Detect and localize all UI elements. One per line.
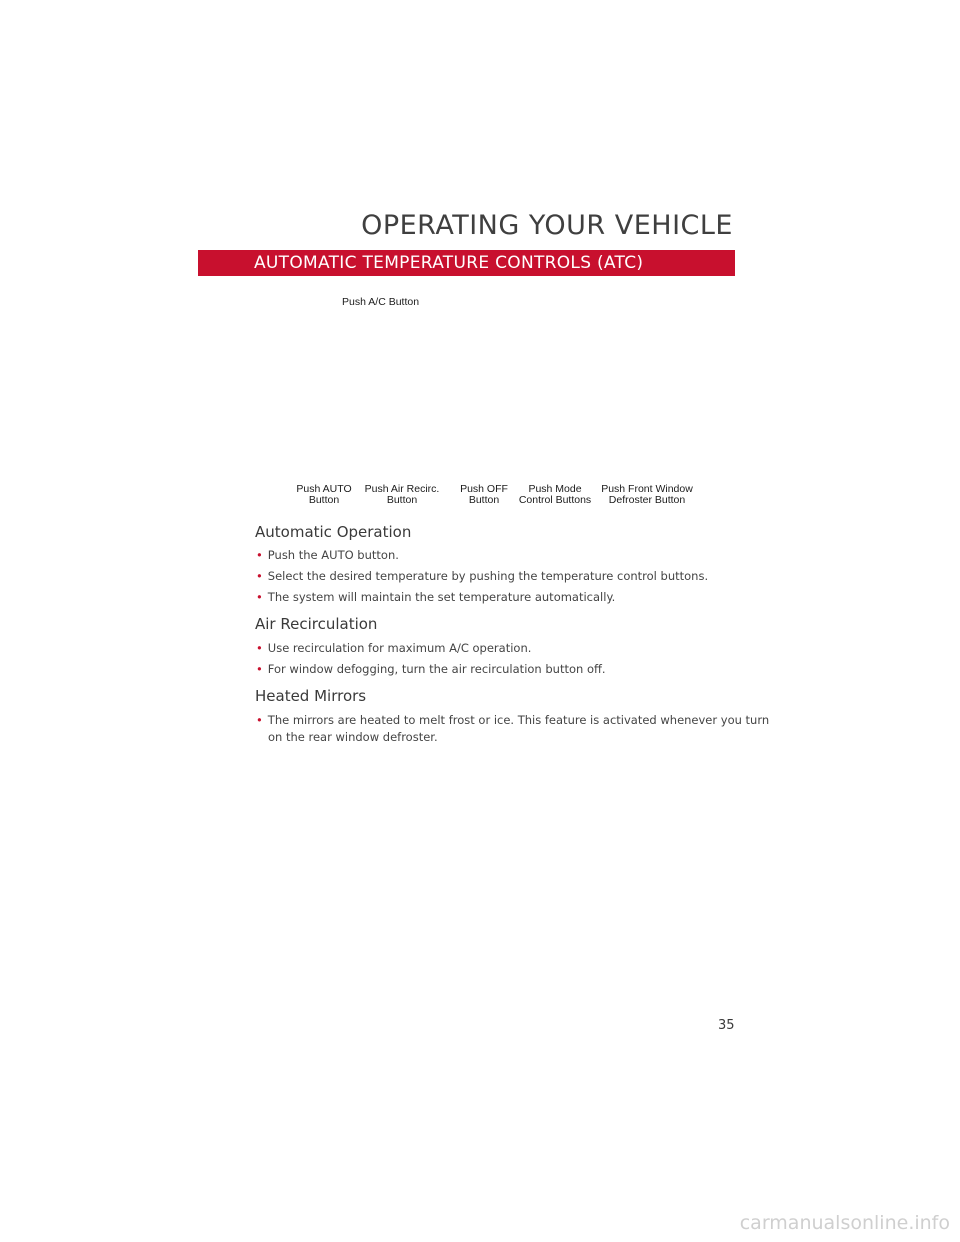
bullet-dot: • [256,713,263,727]
bullet-item [256,568,708,585]
bullet-item [256,589,615,606]
callout-defrost-line2: Defroster Button [608,494,686,506]
heading-heated-mirrors: Heated Mirrors [255,687,367,705]
watermark: carmanualsonline.info [739,1212,950,1234]
bullet-dot: • [256,641,263,655]
page-number: 35 [718,1018,735,1033]
callout-auto-button [296,484,352,506]
callout-off-line1: Push OFF [460,483,508,495]
bullet-text: Push the AUTO button. [267,548,399,562]
callout-defrost-button [601,484,693,506]
section-title: AUTOMATIC TEMPERATURE CONTROLS (ATC) [254,253,644,273]
heading-automatic-operation: Automatic Operation [255,523,412,541]
bullet-item [256,547,399,564]
bullet-text: For window defogging, turn the air recirculation button off. [267,662,606,676]
bullet-dot: • [256,569,263,583]
bullet-text-line2: on the rear window defroster. [268,730,438,744]
bullet-text: Use recirculation for maximum A/C operation. [267,641,532,655]
section-title-bar [198,250,735,276]
callout-ac-button: Push A/C Button [342,296,420,308]
callout-off-button [460,484,508,506]
callout-auto-line2: Button [308,494,340,506]
callout-recirc-line1: Push Air Recirc. [364,483,440,495]
bullet-text: The system will maintain the set temperature automatically. [267,590,616,604]
callout-mode-buttons [518,484,592,506]
bullet-item [256,640,531,657]
running-head: OPERATING YOUR VEHICLE [361,210,733,241]
bullet-text: Select the desired temperature by pushing the temperature control buttons. [267,569,709,583]
bullet-item [256,661,606,678]
bullet-text-line1: The mirrors are heated to melt frost or ice. This feature is activated whenever you turn [267,713,770,727]
callout-defrost-line1: Push Front Window [601,483,693,495]
bullet-dot: • [256,662,263,676]
callout-recirc-line2: Button [386,494,418,506]
callout-mode-line2: Control Buttons [518,494,592,506]
heading-air-recirculation: Air Recirculation [255,615,378,633]
callout-mode-line1: Push Mode [528,483,582,495]
callout-auto-line1: Push AUTO [296,483,352,495]
bullet-item [256,712,769,746]
bullet-dot: • [256,548,263,562]
bullet-dot: • [256,590,263,604]
callout-off-line2: Button [468,494,500,506]
callout-recirc-button [364,484,440,506]
